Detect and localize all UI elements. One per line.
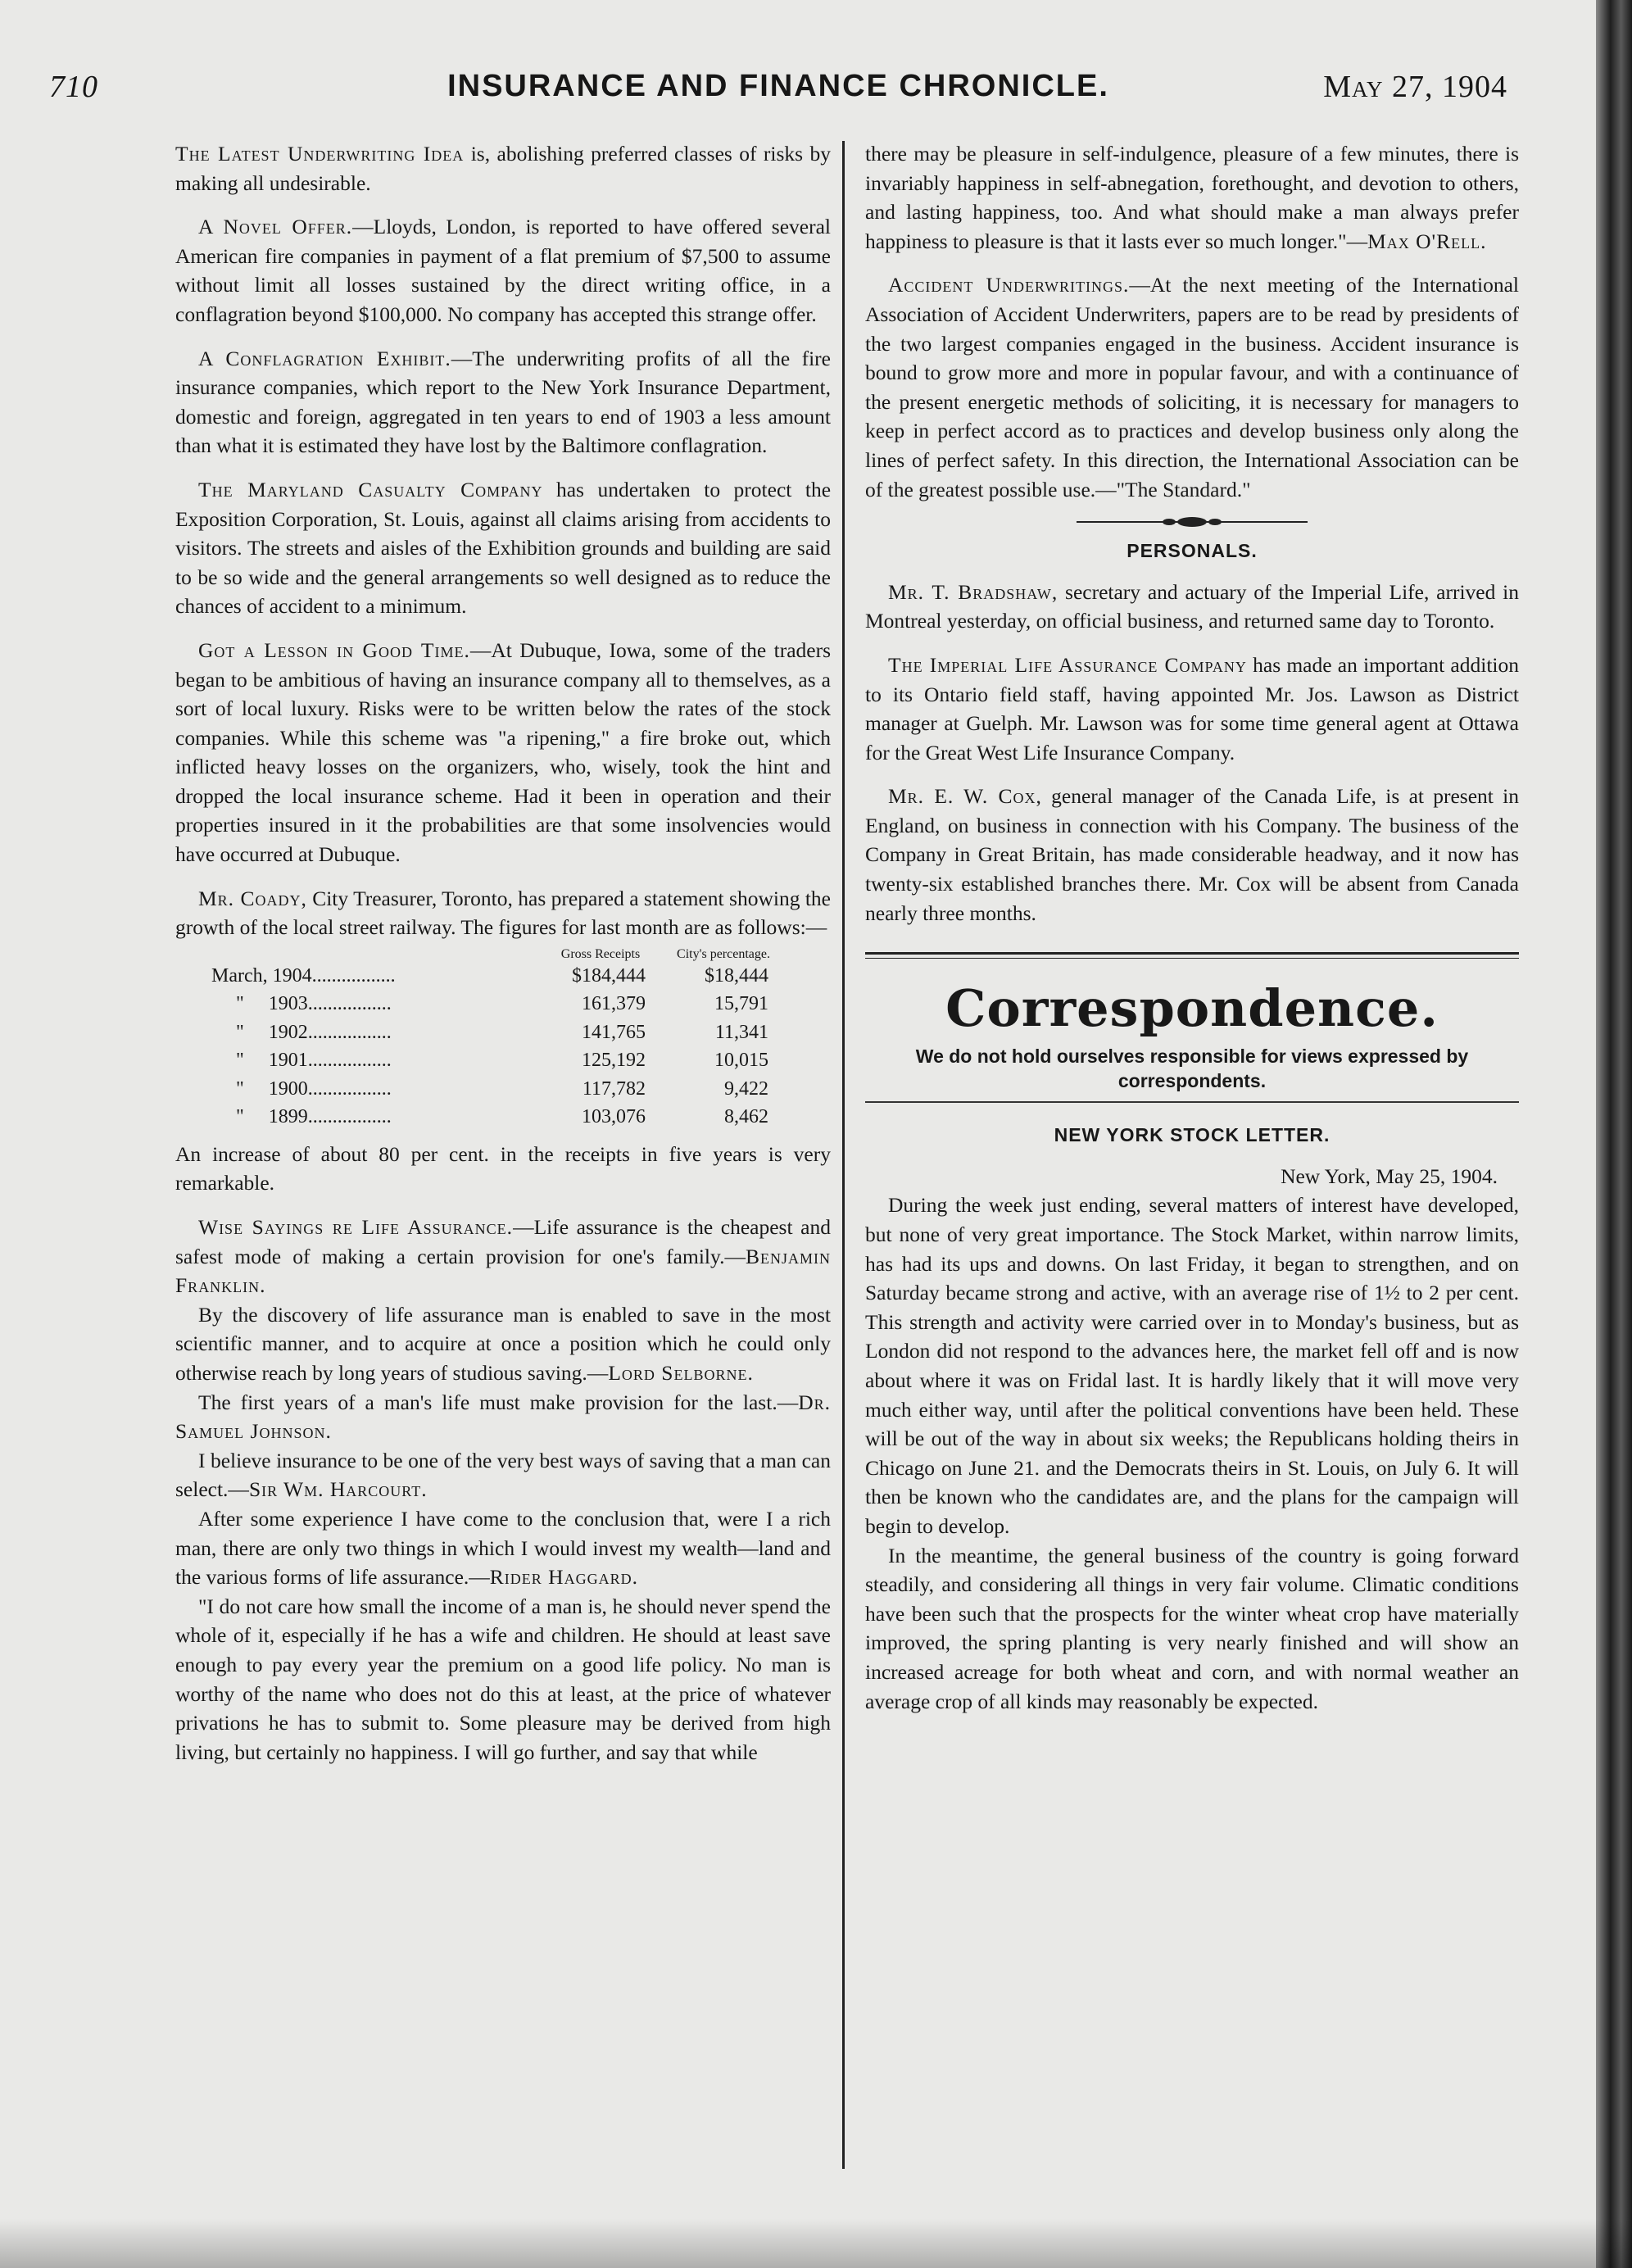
item-wise-sayings: [175, 1213, 831, 1300]
row-gross: 161,379: [582, 993, 646, 1015]
item-body: During the week just ending, several matters of interest have developed, but none of very great importance. The Stock Market, within narrow limits, has had its ups and downs. On last Friday, it began to strengthen, and on Saturday became strong and active, with an average rise of 1½ to 2 per cent. This strength and activity were carried over in to Monday's business, but as London did not respond to the advances here, the market fell off and is now about where it was on Fridal last. It is hardly likely that it will move very much either way, until after the political conventions have been held. These will be out of the way in about six weeks; the Republicans holding theirs in Chicago on June 21. and the Democrats theirs in St. Louis, on July 6. It will then be known who the candidates are, and the plans for the campaign will begin to develop.: [865, 1193, 1519, 1538]
item-cox: [865, 782, 1519, 928]
quote-selborne: [175, 1300, 831, 1388]
item-bradshaw: [865, 578, 1519, 636]
personals-heading: PERSONALS.: [1127, 540, 1258, 562]
row-city: 11,341: [714, 1021, 768, 1043]
table-header: [211, 947, 834, 962]
item-body: is, abolishing preferred classes of risks by making all undesirable.: [175, 142, 832, 195]
item-heading: A Conflagration Exhibit.: [198, 346, 451, 370]
row-label: " 1903.................: [211, 993, 392, 1015]
item-body: In the meantime, the general business of the country is going forward steadily, and considering all things in very fair volume. Climatic conditions have been such that the prospects for the winter wheat crop have materially improved, the spring planting is very nearly finished and will show an increased acreage for both wheat and corn, and with normal weather an average crop of all kinds may reasonably be expected.: [865, 1543, 1519, 1713]
item-mr-coady: [175, 884, 831, 942]
quote-harcourt: [175, 1446, 831, 1504]
item-heading: The Imperial Life Assurance Company: [888, 652, 1247, 677]
quote-body: The first years of a man's life must make provision for the last.—: [198, 1390, 799, 1414]
correspondence-note: We do not hold ourselves responsible for views expressed by correspondents.: [915, 1046, 1469, 1092]
quote-orell-end: [865, 139, 1519, 256]
row-gross: 125,192: [582, 1050, 646, 1072]
item-body: —Lloyds, London, is reported to have offered several American fire companies in payment of a flat premium of $7,500 to assume without limit all losses sustained by the direct writing office, in a conflagration beyond $100,000. No company has accepted this strange offer.: [175, 215, 832, 326]
quote-body: "I do not care how small the income of a man is, he should never spend the whole of it, especially if he has a wife and children. He should at least save enough to pay every year the premium on a good life policy. No man is worthy of the name who does not do this at least, at the price of whatever privations he has to submit to. Some pleasure may be derived from high living, but certainly no happiness. I will go further, and say that while: [175, 1594, 831, 1764]
quote-author: Dr. Samuel Johnson.: [175, 1390, 831, 1444]
quote-body: After some experience I have come to the conclusion that, were I a rich man, there are only two things in which I would invest my wealth—land and the various forms of life assurance.—: [175, 1506, 831, 1590]
item-body: —Life assurance is the cheapest and safest mode of making a certain provision for one's family.—: [175, 1215, 831, 1268]
item-heading: The Latest Underwriting Idea: [175, 142, 465, 166]
table-row: [211, 1075, 834, 1104]
page-header: [49, 69, 1507, 115]
row-city: $18,444: [705, 964, 768, 987]
item-got-a-lesson: [175, 636, 831, 869]
row-gross: 117,782: [582, 1077, 646, 1100]
item-heading: Got a Lesson in Good Time.: [198, 637, 470, 662]
item-body: City Treasurer, Toronto, has prepared a statement showing the growth of the local street railway. The figures for last month are as follows:—: [175, 886, 831, 940]
row-city: 8,462: [724, 1106, 768, 1128]
quote-orell-start: [175, 1592, 831, 1767]
scan-bottom-shadow: [0, 2219, 1632, 2268]
table-row: [211, 1018, 834, 1047]
table-row: [211, 990, 834, 1018]
column-header-gross: Gross Receipts: [560, 946, 641, 961]
issue-date: May 27, 1904: [1323, 70, 1507, 104]
item-heading: The Maryland Casualty Company: [198, 477, 543, 501]
item-accident-underwritings: [865, 270, 1519, 504]
correspondence-title: Correspondence.: [945, 978, 1439, 1039]
left-column: [175, 139, 831, 1767]
column-header-city: City's percentage.: [677, 946, 770, 961]
item-latest-underwriting: [175, 139, 831, 197]
table-row: [211, 1046, 834, 1075]
stock-letter-paragraph: [865, 1541, 1519, 1717]
item-body: —At the next meeting of the International Association of Accident Underwriters, papers are to be read by presidents of the two largest companies engaged in the business. Accident insurance is bound to grow more and more in popular favour, and with a continuance of the present energetic methods of soliciting, it is necessary for managers to keep in perfect accord as to practices and develop business only along the lines of perfect safety. In this direction, the International Association can be of the greatest possible use.—"The Standard.": [865, 273, 1519, 501]
item-conflagration-exhibit: [175, 344, 831, 460]
item-body: —At Dubuque, Iowa, some of the traders began to be ambitious of having an insurance company all to themselves, as a sort of local luxury. Risks were to be written below the rates of the stock companies. While this scheme was "a ripening," a fire broke out, which inflicted heavy losses on the organizers, who, wisely, took the hint and dropped the local insurance scheme. Had it been in operation and their properties insured in it the probabilities are that some insolvencies would have occurred at Dubuque.: [175, 637, 831, 867]
quote-author: Rider Haggard.: [489, 1565, 638, 1590]
quote-body: I believe insurance to be one of the very best ways of saving that a man can select.—: [175, 1448, 831, 1502]
quote-johnson: [175, 1388, 831, 1446]
quote-body: By the discovery of life assurance man is enabled to save in the most scientific manner, and to acquire at once a position which he could only otherwise reach by long years of studious saving.—: [175, 1302, 831, 1385]
item-maryland-casualty: [175, 475, 831, 621]
row-gross: 141,765: [582, 1021, 646, 1043]
item-heading: Mr. Coady,: [198, 886, 307, 910]
ornament-divider: [1077, 514, 1308, 530]
item-novel-offer: [175, 212, 831, 329]
page-number: 710: [49, 70, 98, 104]
row-label: " 1901.................: [211, 1050, 392, 1072]
quote-body: there may be pleasure in self-indulgence, pleasure of a few minutes, there is invariably happiness in self-abnegation, forethought, and devotion to others, and lasting happiness, too. And what should make a man always prefer happiness to pleasure is that it lasts ever so much longer."—: [865, 142, 1519, 253]
quote-author: Sir Wm. Harcourt.: [248, 1477, 428, 1502]
row-gross: 103,076: [582, 1106, 646, 1128]
scan-binding-edge: [1596, 0, 1632, 2268]
street-railway-table: [211, 947, 834, 1132]
row-city: 10,015: [714, 1050, 768, 1072]
item-imperial-life: [865, 651, 1519, 767]
item-heading: Wise Sayings re Life Assurance.: [198, 1215, 514, 1240]
item-heading: A Novel Offer.: [198, 215, 353, 239]
item-body: has made an important addition to its Ontario field staff, having appointed Mr. Jos. Lawson as District manager at Guelph. Mr. Lawson was for some time general agent at Ottawa for the Great West Life Insurance Company.: [865, 652, 1519, 764]
row-label: " 1902.................: [211, 1021, 392, 1043]
item-body: general manager of the Canada Life, is at present in England, on business in connection with his Company. The business of the Company in Great Britain, has made considerable headway, and it now has twenty-six established branches there. Mr. Cox will be absent from Canada nearly three months.: [865, 784, 1519, 925]
stock-letter-heading: NEW YORK STOCK LETTER.: [1054, 1124, 1331, 1146]
item-heading: Mr. T. Bradshaw,: [888, 579, 1059, 604]
right-column: [865, 139, 1519, 1716]
thin-rule: [865, 1101, 1519, 1103]
row-gross: $184,444: [572, 964, 646, 987]
row-city: 9,422: [724, 1077, 768, 1100]
stock-letter-paragraph: [865, 1191, 1519, 1540]
quote-author: Benjamin Franklin.: [175, 1244, 831, 1298]
row-label: March, 1904.................: [211, 964, 396, 987]
column-divider: [842, 141, 845, 2169]
item-increase-note: [175, 1140, 831, 1198]
item-body: has undertaken to protect the Exposition Corporation, St. Louis, against all claims arising from accidents to visitors. The streets and aisles of the Exhibition grounds and building are said to be so wide and the general arrangements so well designed as to reduce the chances of accident to a minimum.: [175, 477, 832, 619]
item-heading: Mr. E. W. Cox,: [888, 784, 1042, 809]
quote-haggard: [175, 1504, 831, 1592]
row-city: 15,791: [714, 993, 768, 1015]
quote-author: Lord Selborne.: [608, 1361, 754, 1385]
publication-title: INSURANCE AND FINANCE CHRONICLE.: [447, 69, 1109, 103]
item-body: —The underwriting profits of all the fire insurance companies, which report to the New York Insurance Department, domestic and foreign, aggregated in ten years to end of 1903 a less amount than what it is estimated they have lost by the Baltimore conflagration.: [175, 346, 831, 458]
row-label: " 1899.................: [211, 1106, 392, 1128]
table-row: [211, 1103, 834, 1132]
table-row: [211, 962, 834, 991]
section-rule: [865, 952, 1519, 959]
row-label: " 1900.................: [211, 1077, 392, 1100]
dateline: New York, May 25, 1904.: [1281, 1163, 1498, 1188]
quote-author: Max O'Rell.: [1367, 229, 1487, 253]
item-heading: Accident Underwritings.: [888, 273, 1130, 297]
item-body: An increase of about 80 per cent. in the receipts in five years is very remarkable.: [175, 1141, 831, 1195]
item-body: secretary and actuary of the Imperial Life, arrived in Montreal yesterday, on official business, and returned same day to Toronto.: [865, 579, 1519, 633]
